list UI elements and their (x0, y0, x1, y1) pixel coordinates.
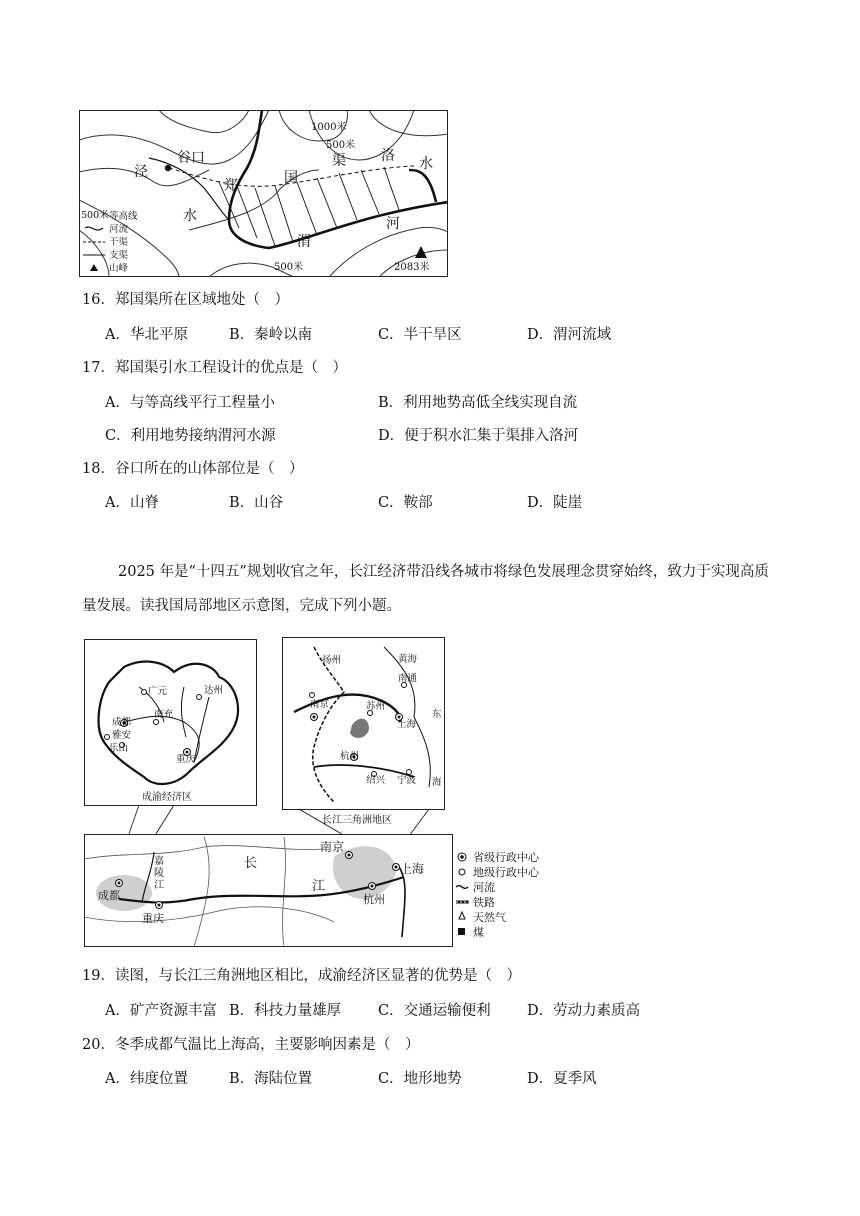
question-17-stem: 17．郑国渠引水工程设计的优点是（ ） (82, 360, 347, 376)
label-zheng: 郑 (224, 178, 238, 194)
svg-text:上海: 上海 (397, 719, 417, 730)
svg-text:宁波: 宁波 (397, 775, 417, 786)
svg-text:成都: 成都 (98, 889, 120, 902)
svg-text:重庆: 重庆 (176, 754, 196, 765)
q18-option-b[interactable]: B．山谷 (229, 495, 284, 511)
label-luo: 洛 (381, 148, 395, 164)
label-contour-1000: 1000米 (311, 122, 347, 133)
svg-text:江: 江 (312, 879, 326, 894)
zhengguo-canal-map (79, 110, 448, 277)
legend-provincial-center: 省级行政中心 (473, 851, 539, 864)
svg-text:嘉: 嘉 (154, 856, 164, 867)
label-he: 河 (386, 216, 400, 232)
legend-river: 河流 (473, 881, 495, 894)
label-gukou: 谷口 (177, 150, 205, 166)
svg-text:南充: 南充 (154, 709, 174, 720)
q19-option-c[interactable]: C．交通运输便利 (378, 1003, 491, 1019)
q17-option-c[interactable]: C．利用地势接纳渭河水源 (105, 428, 276, 444)
map2-legend (453, 850, 563, 942)
q16-option-c[interactable]: C．半干旱区 (378, 327, 462, 343)
svg-text:南通: 南通 (398, 673, 418, 684)
q17-option-d[interactable]: D．便于积水汇集于渠排入洛河 (378, 428, 579, 444)
svg-text:杭州: 杭州 (363, 893, 385, 906)
label-shui-jing: 水 (183, 208, 197, 224)
legend-natural-gas: 天然气 (473, 911, 506, 924)
svg-text:等高线: 等高线 (109, 211, 138, 222)
q18-option-a[interactable]: A．山脊 (105, 495, 159, 511)
svg-text:陵: 陵 (154, 868, 164, 879)
svg-text:干渠: 干渠 (109, 237, 129, 248)
svg-text:乐山: 乐山 (109, 743, 129, 754)
q20-option-c[interactable]: C．地形地势 (378, 1071, 462, 1087)
svg-text:成都: 成都 (112, 717, 132, 728)
question-19-stem: 19．读图，与长江三角洲地区相比，成渝经济区显著的优势是（ ） (82, 968, 521, 984)
label-qu: 渠 (332, 153, 346, 169)
q16-option-b[interactable]: B．秦岭以南 (229, 327, 313, 343)
q17-option-b[interactable]: B．利用地势高低全线实现自流 (378, 395, 578, 411)
svg-text:上海: 上海 (400, 862, 425, 876)
label-contour-500b: 500米 (274, 262, 304, 273)
label-shui-luo: 水 (419, 156, 433, 172)
svg-text:重庆: 重庆 (142, 912, 164, 925)
label-peak-height: 2083米 (394, 262, 430, 273)
label-contour-500a: 500米 (326, 140, 356, 151)
chengyu-title: 成渝经济区 (142, 792, 192, 803)
svg-text:黄海: 黄海 (398, 654, 418, 665)
question-20-stem: 20．冬季成都气温比上海高，主要影响因素是（ ） (82, 1037, 420, 1053)
q20-option-d[interactable]: D．夏季风 (527, 1071, 597, 1087)
passage-text: 2025 年是“十四五”规划收官之年，长江经济带沿线各城市将绿色发展理念贯穿始终，致力于实现高质量发展。读我国局部地区示意图，完成下列小题。 (82, 564, 769, 614)
svg-text:山峰: 山峰 (109, 263, 129, 274)
q17-option-a[interactable]: A．与等高线平行工程量小 (105, 395, 275, 411)
legend-prefecture-center: 地级行政中心 (473, 866, 539, 879)
svg-text:南京: 南京 (320, 840, 345, 854)
q20-option-b[interactable]: B．海陆位置 (229, 1071, 313, 1087)
q16-option-a[interactable]: A．华北平原 (105, 327, 188, 343)
q19-option-d[interactable]: D．劳动力素质高 (527, 1003, 641, 1019)
svg-text:杭州: 杭州 (340, 751, 360, 762)
label-wei: 渭 (297, 234, 311, 250)
label-jing: 泾 (134, 164, 148, 180)
svg-text:东: 东 (432, 709, 442, 720)
legend-railway: 铁路 (473, 896, 495, 909)
svg-text:海: 海 (432, 777, 442, 788)
svg-text:扬州: 扬州 (322, 655, 342, 666)
q18-option-c[interactable]: C．鞍部 (378, 495, 433, 511)
svg-text:达州: 达州 (204, 685, 224, 696)
svg-text:绍兴: 绍兴 (366, 775, 386, 786)
legend-coal: 煤 (473, 926, 484, 939)
svg-text:雅安: 雅安 (112, 730, 132, 741)
label-guo: 国 (284, 170, 298, 186)
svg-text:江: 江 (154, 880, 164, 891)
q19-option-a[interactable]: A．矿产资源丰富 (105, 1003, 217, 1019)
q18-option-d[interactable]: D．陡崖 (527, 495, 583, 511)
q20-option-a[interactable]: A．纬度位置 (105, 1071, 188, 1087)
svg-text:广元: 广元 (148, 686, 168, 697)
svg-text:苏州: 苏州 (366, 701, 386, 712)
q16-option-d[interactable]: D．渭河流域 (527, 327, 612, 343)
q19-option-b[interactable]: B．科技力量雄厚 (229, 1003, 342, 1019)
svg-text:支渠: 支渠 (109, 250, 129, 261)
question-18-stem: 18．谷口所在的山体部位是（ ） (82, 461, 304, 477)
svg-text:长: 长 (244, 856, 258, 871)
svg-text:500米: 500米 (81, 210, 109, 221)
yrd-title: 长江三角洲地区 (322, 815, 392, 826)
question-16-stem: 16．郑国渠所在区域地处（ ） (82, 292, 289, 308)
svg-text:南京: 南京 (310, 699, 330, 710)
svg-text:河流: 河流 (109, 224, 129, 235)
